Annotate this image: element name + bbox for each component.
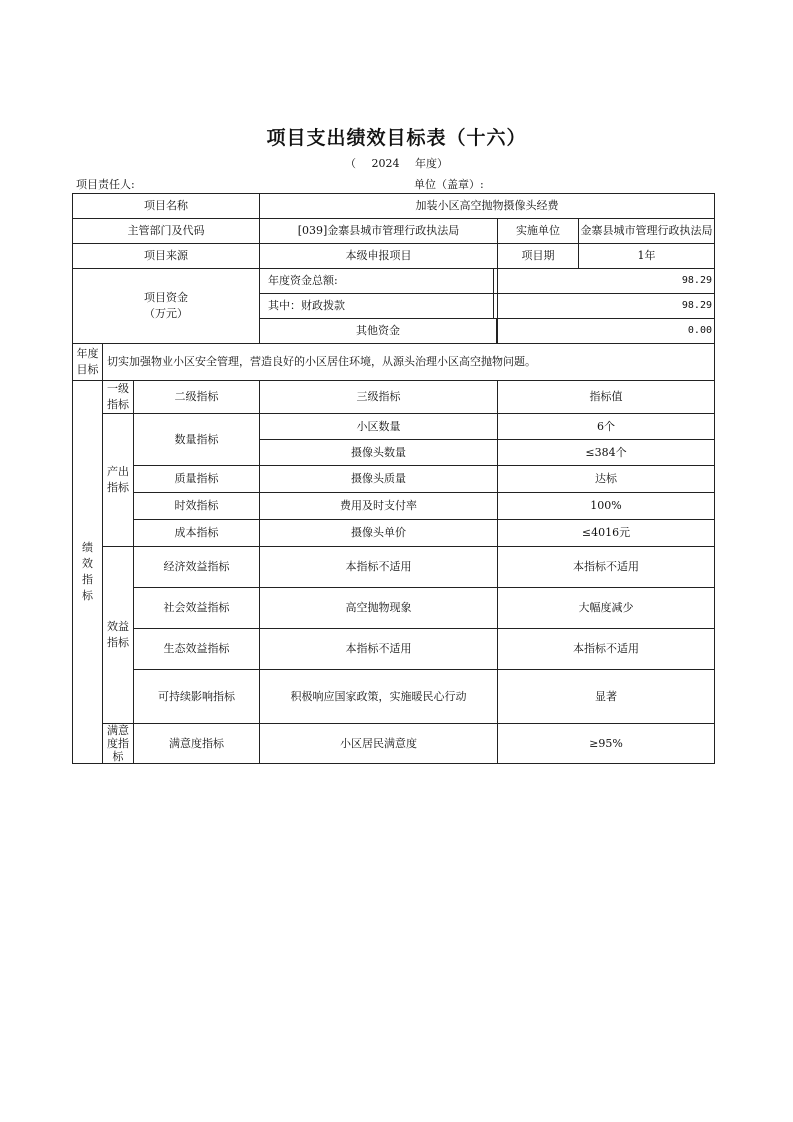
cost-value: ≤4016元 — [498, 520, 715, 547]
satisfaction-label — [103, 724, 134, 764]
timeliness-value: 100% — [498, 493, 715, 520]
row-quality — [73, 466, 715, 493]
funds-total-label: 年度资金总额: — [260, 269, 494, 293]
indicators-group-label — [73, 381, 103, 764]
quantity-name-2: 摄像头数量 — [260, 440, 498, 466]
output-label — [103, 414, 134, 547]
funds-other-label: 其他资金 — [260, 319, 497, 343]
quantity-name-1: 小区数量 — [260, 414, 498, 440]
year-open: （ — [345, 157, 356, 170]
unit-label: 单位（盖章）: — [414, 178, 484, 191]
satisfaction-label-line1: 满意 — [107, 724, 129, 737]
cost-label: 成本指标 — [134, 520, 260, 547]
year-suffix: 年度） — [415, 157, 448, 170]
source-value: 本级申报项目 — [260, 244, 498, 269]
economic-value: 本指标不适用 — [498, 547, 715, 588]
funds-other-label-cell — [260, 319, 498, 344]
funds-label — [73, 269, 260, 344]
social-value: 大幅度减少 — [498, 588, 715, 629]
output-label-line2: 指标 — [107, 481, 129, 494]
quantity-label: 数量指标 — [134, 414, 260, 466]
row-project-name — [73, 194, 715, 219]
row-quantity-1 — [73, 414, 715, 440]
satisfaction-label-line2: 度指 — [107, 737, 129, 750]
satisfaction-name: 小区居民满意度 — [260, 724, 498, 764]
economic-label: 经济效益指标 — [134, 547, 260, 588]
eco-label: 生态效益指标 — [134, 629, 260, 670]
annual-goal-label-line2: 目标 — [76, 363, 99, 376]
cost-name: 摄像头单价 — [260, 520, 498, 547]
funds-label-line2: （万元） — [144, 307, 188, 320]
annual-goal-label — [73, 344, 103, 381]
year-value: 2024 — [371, 157, 400, 170]
row-eco — [73, 629, 715, 670]
impl-label: 实施单位 — [498, 219, 579, 243]
indicators-group-char: 指 — [82, 573, 93, 586]
row-cost — [73, 520, 715, 547]
sustain-name: 积极响应国家政策，实施暖民心行动 — [260, 670, 498, 724]
project-name-value: 加装小区高空抛物摄像头经费 — [260, 194, 715, 219]
benefit-label — [103, 547, 134, 724]
social-name: 高空抛物现象 — [260, 588, 498, 629]
period-value: 1年 — [637, 249, 656, 262]
benefit-label-line1: 效益 — [107, 620, 129, 633]
impl-value: 金寨县城市管理行政执法局 — [580, 224, 713, 237]
head-value: 指标值 — [498, 381, 715, 414]
annual-goal-label-line1: 年度 — [76, 347, 99, 360]
row-dept — [73, 219, 715, 244]
year-line — [0, 155, 793, 171]
output-label-line1: 产出 — [107, 465, 129, 478]
responsible-label: 项目责任人: — [76, 178, 135, 191]
quality-name: 摄像头质量 — [260, 466, 498, 493]
funds-total-value: 98.29 — [498, 269, 715, 294]
row-sustain — [73, 670, 715, 724]
head-level3: 三级指标 — [260, 381, 498, 414]
benefit-label-line2: 指标 — [107, 636, 129, 649]
row-annual-goal — [73, 344, 715, 381]
row-funds-total — [73, 269, 715, 294]
project-name-label: 项目名称 — [73, 194, 260, 219]
sustain-value: 显著 — [498, 670, 715, 724]
period-split — [498, 244, 715, 269]
sustain-label: 可持续影响指标 — [134, 670, 260, 724]
row-satisfaction — [73, 724, 715, 764]
social-label: 社会效益指标 — [134, 588, 260, 629]
row-social — [73, 588, 715, 629]
row-timeliness — [73, 493, 715, 520]
indicators-group-char: 标 — [82, 589, 93, 602]
eco-value: 本指标不适用 — [498, 629, 715, 670]
timeliness-label: 时效指标 — [134, 493, 260, 520]
row-economic — [73, 547, 715, 588]
head-level2: 二级指标 — [134, 381, 260, 414]
row-indicator-head — [73, 381, 715, 414]
source-label: 项目来源 — [73, 244, 260, 269]
quality-label: 质量指标 — [134, 466, 260, 493]
economic-name: 本指标不适用 — [260, 547, 498, 588]
funds-fiscal-label-cell — [260, 294, 498, 319]
head-level1-line1: 一级 — [107, 382, 129, 395]
satisfaction-label-line3: 标 — [112, 750, 124, 763]
period-label: 项目期 — [498, 244, 579, 268]
satisfaction-value: ≥95% — [498, 724, 715, 764]
funds-fiscal-value: 98.29 — [498, 294, 715, 319]
satisfaction-sub: 满意度指标 — [134, 724, 260, 764]
eco-name: 本指标不适用 — [260, 629, 498, 670]
funds-label-line1: 项目资金 — [144, 291, 188, 304]
funds-fiscal-label: 其中：财政拨款 — [260, 294, 494, 318]
indicators-group-char: 效 — [82, 557, 93, 570]
indicators-group-char: 绩 — [82, 541, 93, 554]
quantity-value-2: ≤384个 — [498, 440, 715, 466]
funds-other-value: 0.00 — [498, 319, 715, 344]
row-source — [73, 244, 715, 269]
head-level1-line2: 指标 — [107, 398, 129, 411]
funds-total-label-cell — [260, 269, 498, 294]
dept-value: [039]金寨县城市管理行政执法局 — [260, 219, 498, 244]
timeliness-name: 费用及时支付率 — [260, 493, 498, 520]
head-level1 — [103, 381, 134, 414]
annual-goal-text: 切实加强物业小区安全管理，营造良好的小区居住环境，从源头治理小区高空抛物问题。 — [103, 344, 715, 381]
performance-table — [72, 193, 715, 764]
page-title: 项目支出绩效目标表（十六） — [266, 127, 527, 149]
dept-label: 主管部门及代码 — [73, 219, 260, 244]
quality-value: 达标 — [498, 466, 715, 493]
quantity-value-1: 6个 — [498, 414, 715, 440]
impl-split — [498, 219, 715, 244]
